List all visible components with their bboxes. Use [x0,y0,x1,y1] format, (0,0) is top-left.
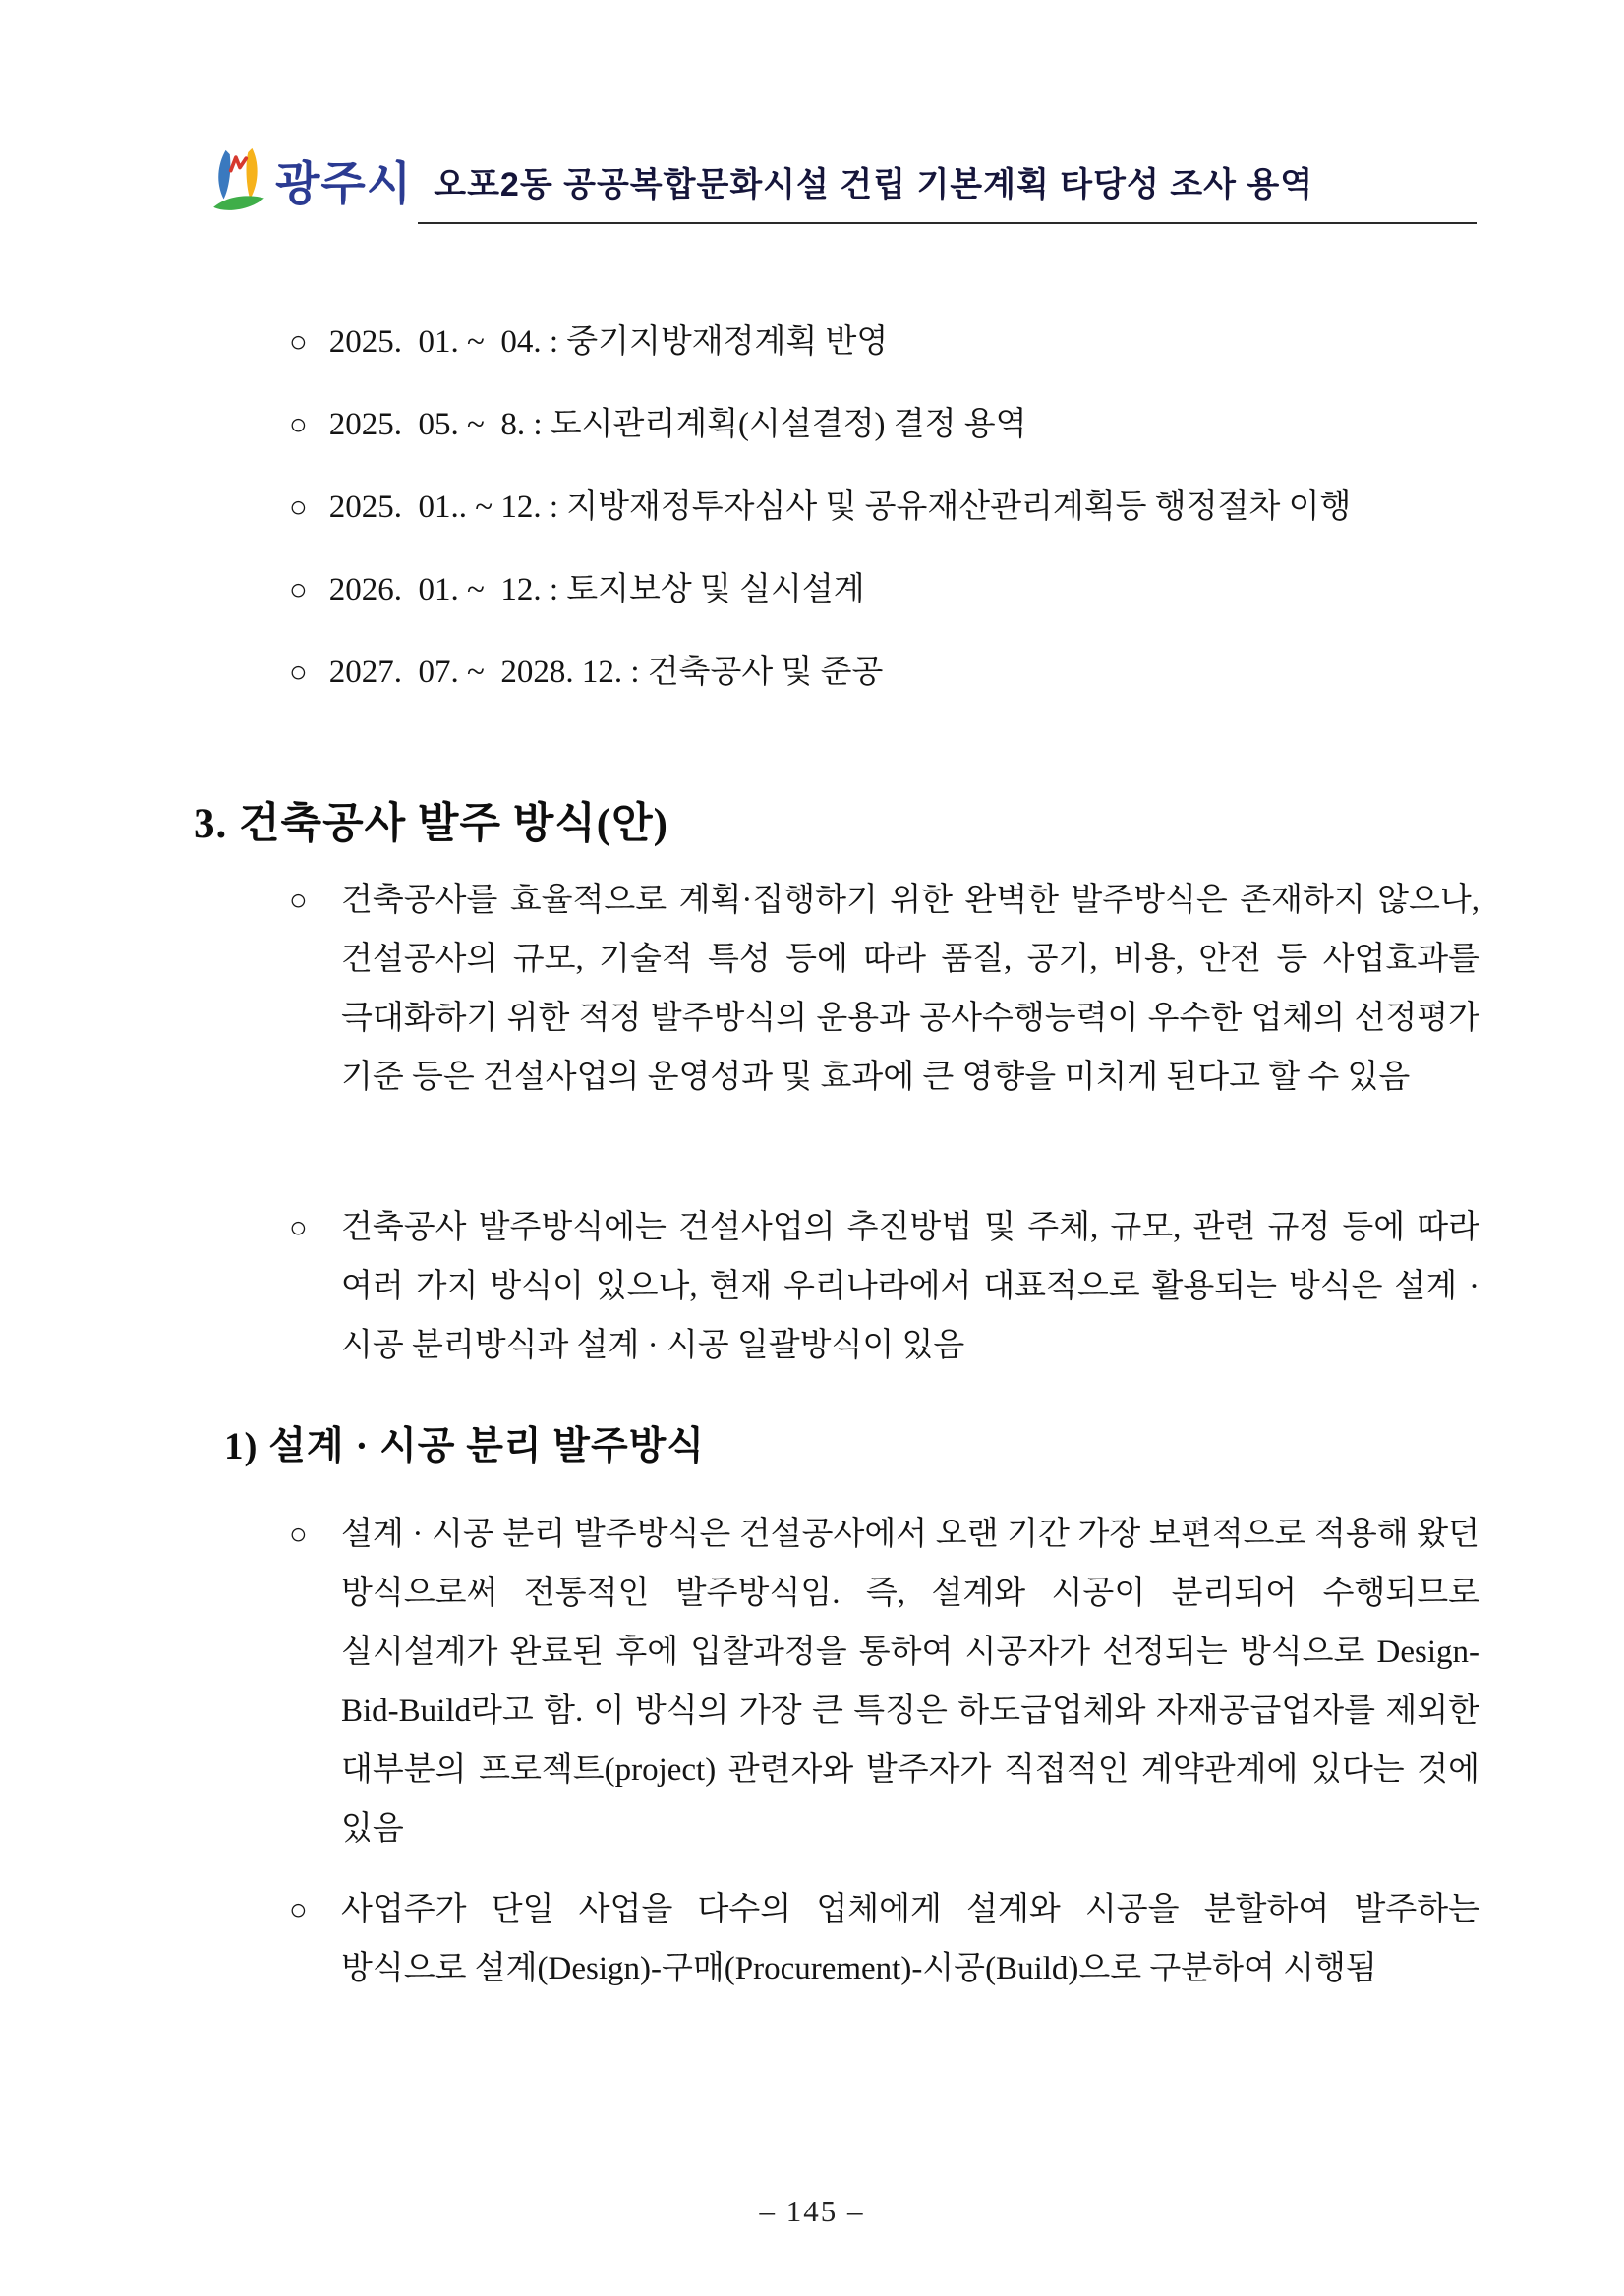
circle-bullet-icon: ○ [289,883,308,917]
schedule-item-text: 2025. 01.. ~ 12. : 지방재정투자심사 및 공유재산관리계획등 행정절차 이행 [328,489,1352,525]
paragraph-text: 건축공사를 효율적으로 계획·집행하기 위한 완벽한 발주방식은 존재하지 않으나, 건설공사의 규모, 기술적 특성 등에 따라 품질, 공기, 비용, 안전 등 사업효과를 극대화하기 위한 적정 발주방식의 운용과 공사수행능력이 우수한 업체의 선정평가 기준 등은 건설사업의 운영성과 및 효과에 큰 영향을 미치게 된다고 할 수 있음 [341,883,1479,1095]
header-divider [418,222,1477,224]
circle-bullet-icon: ○ [289,407,308,441]
schedule-item [289,655,1351,690]
circle-bullet-icon: ○ [289,1892,308,1926]
paragraph [289,871,1479,1107]
schedule-item-text: 2025. 01. ~ 04. : 중기지방재정계획 반영 [328,324,889,360]
schedule-item-text: 2027. 07. ~ 2028. 12. : 건축공사 및 준공 [328,655,884,690]
document-title: 오포2동 공공복합문화시설 건립 기본계획 타당성 조사 용역 [434,166,1314,203]
circle-bullet-icon: ○ [289,572,308,606]
circle-bullet-icon: ○ [289,1517,308,1551]
paragraph-text: 건축공사 발주방식에는 건설사업의 추진방법 및 주체, 규모, 관련 규정 등에 따라 여러 가지 방식이 있으나, 현재 우리나라에서 대표적으로 활용되는 방식은 설계 · 시공 분리방식과 설계 · 시공 일괄방식이 있음 [341,1210,1479,1363]
schedule-item [289,324,1351,360]
circle-bullet-icon: ○ [289,655,308,689]
circle-bullet-icon: ○ [289,1210,308,1244]
circle-bullet-icon: ○ [289,489,308,524]
schedule-item [289,489,1351,525]
circle-bullet-icon: ○ [289,324,308,359]
paragraph-text: 사업주가 단일 사업을 다수의 업체에게 설계와 시공을 분할하여 발주하는 방식으로 설계(Design)-구매(Procurement)-시공(Build)으로 구분하여 시행됨 [341,1892,1479,1986]
paragraph [289,1880,1479,1998]
page-header [208,145,1313,220]
schedule-item [289,407,1351,442]
schedule-list [289,324,1351,737]
paragraph [289,1505,1479,1859]
schedule-item-text: 2025. 05. ~ 8. : 도시관리계획(시설결정) 결정 용역 [328,407,1027,442]
schedule-item [289,572,1351,607]
page-number: – 145 – [759,2194,865,2228]
subsection-heading: 1) 설계 · 시공 분리 발주방식 [224,1425,705,1467]
schedule-item-text: 2026. 01. ~ 12. : 토지보상 및 실시설계 [328,572,865,607]
logo-text: 광주시 [275,156,413,209]
gwangju-city-logo-icon [208,145,269,220]
page-footer [0,2194,1624,2229]
section-heading: 3. 건축공사 발주 방식(안) [194,801,668,847]
paragraph [289,1198,1479,1375]
paragraph-text: 설계 · 시공 분리 발주방식은 건설공사에서 오랜 기간 가장 보편적으로 적용해 왔던 방식으로써 전통적인 발주방식임. 즉, 설계와 시공이 분리되어 수행되므로 실시설계가 완료된 후에 입찰과정을 통하여 시공자가 선정되는 방식으로 Design-Bid-Build라고 함. 이 방식의 가장 큰 특징은 하도급업체와 자재공급업자를 제외한 대부분의 프로젝트(project) 관련자와 발주자가 직접적인 계약관계에 있다는 것에 있음 [341,1517,1479,1847]
